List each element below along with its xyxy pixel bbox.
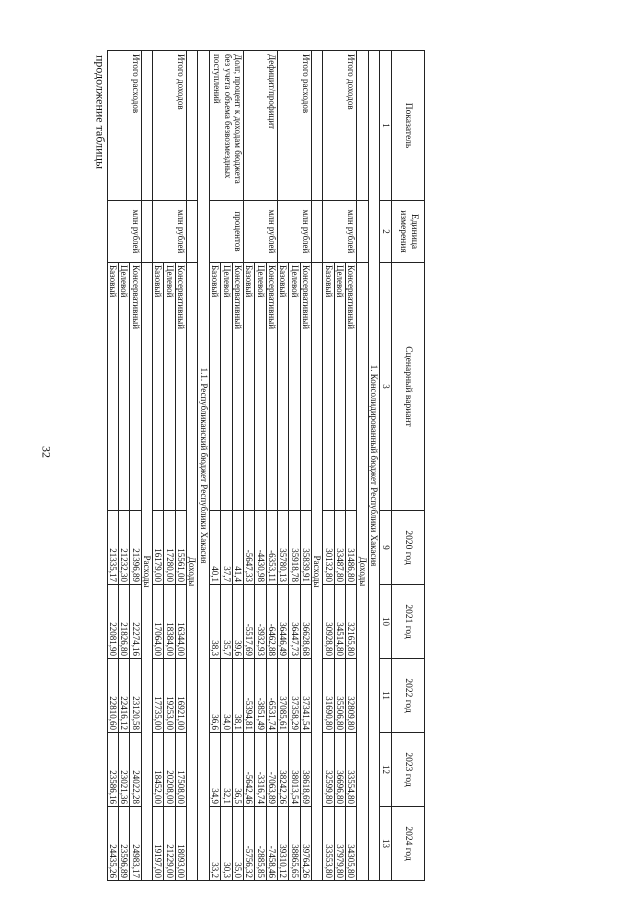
value-cell: 35780,13 — [277, 511, 288, 585]
value-cell: 17508,00 — [175, 733, 186, 807]
variant-cell: Консервативный — [345, 263, 356, 511]
value-cell: 17735,00 — [153, 659, 164, 733]
value-cell: -3932,93 — [255, 585, 266, 659]
value-cell: 22810,60 — [107, 659, 118, 733]
value-cell: 23120,58 — [130, 659, 141, 733]
continuation-label: продолжение таблицы — [93, 54, 108, 170]
rotated-table-area — [108, 50, 425, 880]
value-cell: 39764,26 — [300, 807, 311, 881]
variant-cell: Консервативный — [232, 263, 243, 511]
value-cell: 22081,90 — [107, 585, 118, 659]
empty-cell — [187, 201, 198, 263]
value-cell: 37979,80 — [334, 807, 345, 881]
section-title: 1.1. Республиканский бюджет Республики Хакасия — [198, 51, 209, 881]
value-cell: -2885,85 — [255, 807, 266, 881]
header-cell: Сценарный вариант — [392, 263, 425, 511]
column-number: 1 — [380, 51, 392, 201]
value-cell: 31690,80 — [323, 659, 334, 733]
value-cell: -5394,81 — [243, 659, 254, 733]
value-cell: 35,7 — [221, 585, 232, 659]
unit-cell: процентов — [209, 201, 243, 263]
empty-cell — [187, 51, 198, 201]
group-title-row — [311, 51, 322, 881]
table-row — [130, 51, 141, 881]
column-number: 2 — [380, 201, 392, 263]
header-cell: Единица измерения — [392, 201, 425, 263]
section-title: 1. Консолидированный бюджет Республики Хакасия — [368, 51, 379, 881]
variant-cell: Базовый — [323, 263, 334, 511]
indicator-name: Итого расходов — [277, 51, 311, 201]
variant-cell: Базовый — [277, 263, 288, 511]
value-cell: 33553,80 — [323, 807, 334, 881]
value-cell: -6353,11 — [266, 511, 277, 585]
value-cell: 16179,00 — [153, 511, 164, 585]
empty-cell — [357, 51, 368, 201]
variant-cell: Целевой — [164, 263, 175, 511]
empty-cell — [141, 51, 152, 201]
empty-cell — [357, 201, 368, 263]
indicator-name: Итого расходов — [107, 51, 141, 201]
budget-table — [107, 50, 425, 881]
value-cell: 39,6 — [232, 585, 243, 659]
variant-cell: Консервативный — [300, 263, 311, 511]
section-title-row — [198, 51, 209, 881]
value-cell: 39310,12 — [277, 807, 288, 881]
rotated-page-content — [108, 50, 425, 880]
value-cell: 33487,80 — [334, 511, 345, 585]
header-cell: 2024 год — [392, 807, 425, 881]
value-cell: 22274,16 — [130, 585, 141, 659]
value-cell: 24983,17 — [130, 807, 141, 881]
empty-cell — [141, 201, 152, 263]
value-cell: -5517,69 — [243, 585, 254, 659]
value-cell: 37358,29 — [289, 659, 300, 733]
value-cell: 33,2 — [209, 807, 220, 881]
value-cell: -5647,33 — [243, 511, 254, 585]
value-cell: -3851,49 — [255, 659, 266, 733]
value-cell: 24435,26 — [107, 807, 118, 881]
unit-cell: млн рублей — [277, 201, 311, 263]
value-cell: -7063,89 — [266, 733, 277, 807]
value-cell: -6462,88 — [266, 585, 277, 659]
value-cell: 32809,80 — [345, 659, 356, 733]
table-row — [345, 51, 356, 881]
value-cell: 32599,80 — [323, 733, 334, 807]
value-cell: 36446,49 — [277, 585, 288, 659]
value-cell: 23596,89 — [119, 807, 130, 881]
variant-cell: Консервативный — [130, 263, 141, 511]
group-title-row — [141, 51, 152, 881]
variant-cell: Целевой — [119, 263, 130, 511]
column-number-row — [380, 51, 392, 881]
variant-cell: Консервативный — [266, 263, 277, 511]
value-cell: 35506,80 — [334, 659, 345, 733]
value-cell: 18384,00 — [164, 585, 175, 659]
table-header-row — [392, 51, 425, 881]
value-cell: 34305,80 — [345, 807, 356, 881]
value-cell: 40,1 — [209, 511, 220, 585]
value-cell: 34514,80 — [334, 585, 345, 659]
empty-cell — [311, 201, 322, 263]
value-cell: 38618,69 — [300, 733, 311, 807]
section-title-row — [368, 51, 379, 881]
header-cell: Показатель — [392, 51, 425, 201]
value-cell: 36,5 — [232, 733, 243, 807]
value-cell: 32165,80 — [345, 585, 356, 659]
value-cell: 21826,80 — [119, 585, 130, 659]
value-cell: 30,3 — [221, 807, 232, 881]
value-cell: 20208,00 — [164, 733, 175, 807]
table-row — [300, 51, 311, 881]
value-cell: 31486,80 — [345, 511, 356, 585]
indicator-name: Итого доходов — [153, 51, 187, 201]
indicator-name: Дефицит/профицит — [243, 51, 277, 201]
value-cell: 17280,00 — [164, 511, 175, 585]
value-cell: 19253,00 — [164, 659, 175, 733]
value-cell: 36628,68 — [300, 585, 311, 659]
table-row — [232, 51, 243, 881]
value-cell: 35,0 — [232, 807, 243, 881]
value-cell: 41,4 — [232, 511, 243, 585]
column-number: 10 — [380, 585, 392, 659]
table-row — [266, 51, 277, 881]
value-cell: 38013,54 — [289, 733, 300, 807]
value-cell: 21229,00 — [164, 807, 175, 881]
value-cell: 23021,36 — [119, 733, 130, 807]
variant-cell: Целевой — [289, 263, 300, 511]
group-title-row — [357, 51, 368, 881]
value-cell: 16921,00 — [175, 659, 186, 733]
value-cell: -7458,46 — [266, 807, 277, 881]
header-cell: 2020 год — [392, 511, 425, 585]
column-number: 13 — [380, 807, 392, 881]
value-cell: 21396,89 — [130, 511, 141, 585]
value-cell: -5642,46 — [243, 733, 254, 807]
value-cell: 18093,00 — [175, 807, 186, 881]
value-cell: 38,1 — [232, 659, 243, 733]
value-cell: 15561,00 — [175, 511, 186, 585]
value-cell: 36447,73 — [289, 585, 300, 659]
value-cell: 21335,17 — [107, 511, 118, 585]
variant-cell: Целевой — [334, 263, 345, 511]
column-number: 9 — [380, 511, 392, 585]
variant-cell: Целевой — [255, 263, 266, 511]
unit-cell: млн рублей — [153, 201, 187, 263]
value-cell: 17064,00 — [153, 585, 164, 659]
value-cell: -6531,74 — [266, 659, 277, 733]
column-number: 12 — [380, 733, 392, 807]
header-cell: 2021 год — [392, 585, 425, 659]
group-title: Расходы — [141, 263, 152, 881]
value-cell: 38242,26 — [277, 733, 288, 807]
value-cell: 22416,12 — [119, 659, 130, 733]
variant-cell: Консервативный — [175, 263, 186, 511]
value-cell: 23586,16 — [107, 733, 118, 807]
table-body — [107, 51, 379, 881]
group-title: Расходы — [311, 263, 322, 881]
unit-cell: млн рублей — [107, 201, 141, 263]
value-cell: 24022,28 — [130, 733, 141, 807]
header-cell: 2023 год — [392, 733, 425, 807]
value-cell: 34,9 — [209, 733, 220, 807]
value-cell: -4430,98 — [255, 511, 266, 585]
value-cell: 37341,54 — [300, 659, 311, 733]
group-title-row — [187, 51, 198, 881]
value-cell: 38,3 — [209, 585, 220, 659]
value-cell: 36696,80 — [334, 733, 345, 807]
header-cell: 2022 год — [392, 659, 425, 733]
column-number: 3 — [380, 263, 392, 511]
value-cell: -3316,74 — [255, 733, 266, 807]
variant-cell: Целевой — [221, 263, 232, 511]
value-cell: 35918,78 — [289, 511, 300, 585]
page-number: 32 — [39, 446, 54, 458]
value-cell: 37,7 — [221, 511, 232, 585]
value-cell: 30132,80 — [323, 511, 334, 585]
value-cell: 30928,80 — [323, 585, 334, 659]
variant-cell: Базовый — [209, 263, 220, 511]
value-cell: 21232,30 — [119, 511, 130, 585]
column-number: 11 — [380, 659, 392, 733]
value-cell: 19197,00 — [153, 807, 164, 881]
variant-cell: Базовый — [153, 263, 164, 511]
unit-cell: млн рублей — [323, 201, 357, 263]
value-cell: 38865,65 — [289, 807, 300, 881]
value-cell: 18452,00 — [153, 733, 164, 807]
indicator-name: Долг, процент к доходам бюджета без учета объема безвозмездных поступлений — [209, 51, 243, 201]
variant-cell: Базовый — [243, 263, 254, 511]
value-cell: 35839,91 — [300, 511, 311, 585]
value-cell: -5756,32 — [243, 807, 254, 881]
value-cell: 37085,61 — [277, 659, 288, 733]
value-cell: 32,1 — [221, 733, 232, 807]
group-title: Доходы — [187, 263, 198, 881]
value-cell: 36,6 — [209, 659, 220, 733]
value-cell: 16344,00 — [175, 585, 186, 659]
variant-cell: Базовый — [107, 263, 118, 511]
empty-cell — [311, 51, 322, 201]
indicator-name: Итого доходов — [323, 51, 357, 201]
table-row — [175, 51, 186, 881]
group-title: Доходы — [357, 263, 368, 881]
unit-cell: млн рублей — [243, 201, 277, 263]
value-cell: 33554,80 — [345, 733, 356, 807]
value-cell: 34,0 — [221, 659, 232, 733]
